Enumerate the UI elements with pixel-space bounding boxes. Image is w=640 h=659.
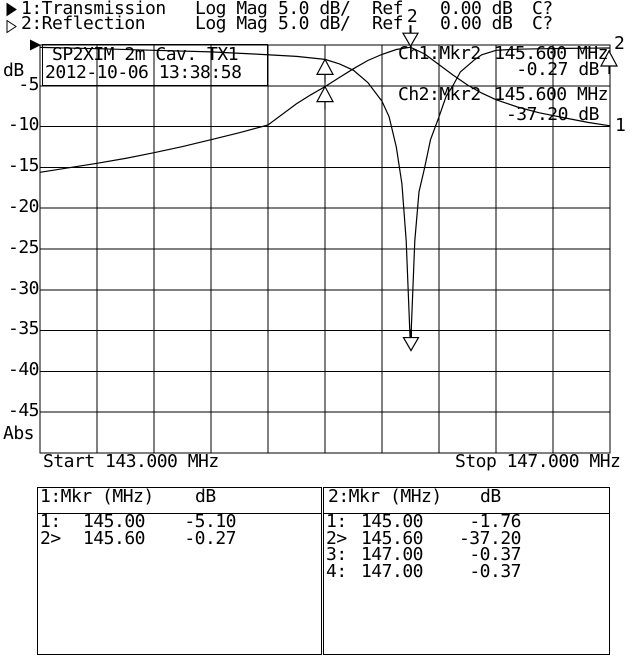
ch2-active-indicator-icon [7,21,16,33]
ch1-scale: 5.0 dB/ [278,0,351,19]
marker-db-value: -37.20 [458,527,521,549]
marker-frequency: 147.00 [360,544,423,566]
y-tick-label: -30 [7,277,39,299]
title-info-box [42,44,268,86]
ch1-marker-value: -0.27 dB [516,59,599,80]
marker-frequency: 147.00 [360,561,423,582]
marker-number: 2> [40,527,61,549]
marker-triangle-icon [317,59,333,82]
marker-db-value: -0.37 [469,544,521,566]
y-tick-label: -35 [7,318,39,340]
ch2-cal-status: C? [532,13,553,34]
ch1-ref-label: Ref [372,0,404,19]
marker-frequency: 145.00 [360,510,423,532]
ch1-active-indicator-icon [7,4,16,16]
marker-table-ch1-title: 1:Mkr (MHz) [40,486,154,507]
reference-level-arrow-icon [30,40,41,51]
marker2-top-label: 2 [406,6,418,27]
ch2-marker-value: -37.20 dB [505,104,599,125]
ch2-ref-label: Ref [372,13,404,34]
y-tick-label: -10 [7,114,39,136]
ch1-ref-value: 0.00 dB [440,0,513,19]
device-title: SP2XIM 2m Cav. TX1 [52,44,239,65]
stop-frequency-label: Stop 147.000 MHz [455,451,621,472]
marker-frequency: 145.00 [82,510,145,532]
marker-table-ch2-title: 2:Mkr (MHz) [328,486,442,507]
marker-number: 1: [326,510,347,532]
y-tick-label: -40 [7,359,39,381]
marker-db-value: -1.76 [469,510,521,532]
ch2-marker-readout-label: Ch2:Mkr2 [398,84,481,105]
ch2-ref-value: 0.00 dB [440,13,513,34]
y-tick-label: -5 [18,73,39,95]
trace1-end-label: 1 [615,115,626,136]
ch1-trace-label: 1:Transmission [21,0,166,19]
marker-db-value: -0.27 [184,527,236,549]
ch2-format: Log Mag [195,13,268,34]
ch2-marker-freq: 145.600 MHz [494,84,608,105]
marker-frequency: 145.60 [82,527,145,549]
marker-table-ch2-db-header: dB [480,486,501,507]
marker-table-ch2 [323,487,610,655]
ch2-scale: 5.0 dB/ [278,13,351,34]
ch1-cal-status: C? [532,0,553,19]
marker-db-value: -0.37 [469,561,521,582]
marker-number: 4: [326,561,347,582]
marker-table-ch1-db-header: dB [195,486,216,507]
marker-table-ch1-header [38,488,321,514]
marker-number: 3: [326,544,347,566]
ch2-trace-label: 2:Reflection [21,13,146,34]
marker-db-value: -5.10 [184,510,236,532]
y-tick-label: -20 [7,196,39,217]
y-axis-unit-label: dB [3,60,24,81]
trace2-end-label: 2 [614,33,625,54]
marker-number: 2> [326,527,347,549]
marker-number: 1: [40,510,61,532]
ch1-marker-readout-label: Ch1:Mkr2 [398,43,481,64]
y-axis-bottom-label: Abs [3,423,35,444]
marker-table-ch1 [37,487,322,655]
start-frequency-label: Start 143.000 MHz [43,451,219,472]
marker-arrow-icon [404,330,419,351]
y-tick-label: -25 [7,236,39,258]
y-tick-label: -45 [7,400,39,421]
timestamp: 2012-10-06 13:38:58 [45,62,242,83]
ch1-marker-freq: 145.600 MHz [494,43,608,64]
marker-frequency: 145.60 [360,527,423,549]
y-tick-label: -15 [7,155,39,177]
ch1-format: Log Mag [195,0,268,19]
